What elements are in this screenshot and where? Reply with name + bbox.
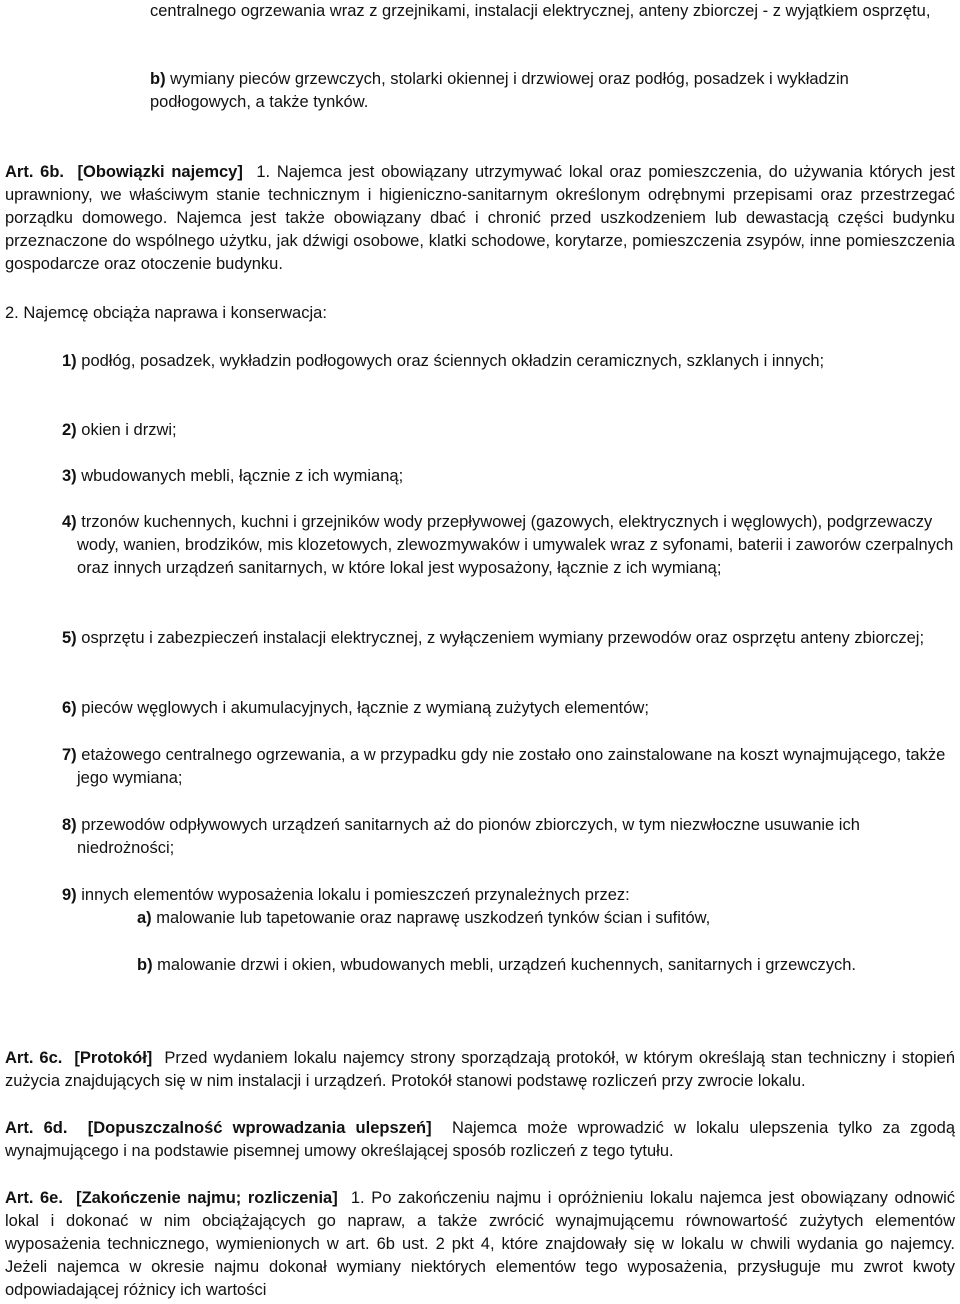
- list-item: [62, 627, 957, 650]
- list-item-text: podłóg, posadzek, wykładzin podłogowych oraz ściennych okładzin ceramicznych, szklanych i innych;: [81, 352, 825, 370]
- list-item-text: osprzętu i zabezpieczeń instalacji elektrycznej, z wyłączeniem wymiany przewodów oraz osprzętu anteny zbiorczej;: [81, 629, 925, 647]
- art-6b-paragraph-1: 1. Najemca jest obowiązany utrzymywać lokal oraz pomieszczenia, do używania których jest uprawniony, we właściwym stanie technicznym i higieniczno-sanitarnym określonym odrębnymi przepisami oraz przestrzegać porządku domowego. Najemca jest także obowiązany dbać i chronić przed uszkodzeniem lub dewastacją części budynku przeznaczone do wspólnego użytku, jak dźwigi osobowe, klatki schodowe, korytarze, pomieszczenia zsypów, inne pomieszczenia gospodarcze oraz otoczenie budynku.: [5, 163, 956, 273]
- art-6b-title: [Obowiązki najemcy]: [77, 163, 243, 181]
- list-item: [62, 697, 942, 720]
- art-6d-text: Najemca może wprowadzić w lokalu ulepszenia tylko za zgodą wynajmującego i na podstawie pisemnej umowy określającej sposób rozliczeń z tego tytułu.: [5, 1119, 955, 1160]
- list-item: [62, 419, 942, 442]
- sub-list-item-text: malowanie drzwi i okien, wbudowanych mebli, urządzeń kuchennych, sanitarnych i grzewczych.: [157, 956, 857, 974]
- list-item-text: pieców węglowych i akumulacyjnych, łącznie z wymianą zużytych elementów;: [81, 699, 649, 717]
- intro-item-b: [150, 68, 940, 114]
- art-6c-section: [5, 1047, 955, 1093]
- list-item: [62, 465, 942, 488]
- list-item: [62, 814, 957, 860]
- list-item-text: etażowego centralnego ogrzewania, a w przypadku gdy nie zostało ono zainstalowane na koszt wynajmującego, także jego wymiana;: [77, 746, 946, 787]
- list-item-label: 7): [62, 746, 77, 764]
- art-6e-title: [Zakończenie najmu; rozliczenia]: [76, 1189, 338, 1207]
- art-6e-section: [5, 1187, 955, 1304]
- art-6b-heading: Art. 6b.: [5, 163, 64, 181]
- list-item: [62, 744, 957, 790]
- art-6b-section: [5, 161, 955, 276]
- intro-item-b-label: b): [150, 70, 166, 88]
- art-6e-text: 1. Po zakończeniu najmu i opróżnieniu lokalu najemca jest obowiązany odnowić lokal i dokonać w nim obciążających go napraw, a także zwrócić wynajmującemu równowartość zużytych elementów wyposażenia technicznego, wymienionych w art. 6b ust. 2 pkt 4, które znajdowały się w lokalu w chwili wydania go najemcy. Jeżeli najemca w okresie najmu dokonał wymiany niektórych elementów tego wyposażenia, przysługuje mu zwrot kwoty odpowiadającej różnicy ich wartości: [5, 1189, 955, 1299]
- list-item-label: 1): [62, 352, 77, 370]
- art-6b-paragraph-2-block: [5, 302, 955, 325]
- list-item: [62, 511, 957, 580]
- list-item: [62, 884, 942, 907]
- art-6c-title: [Protokół]: [74, 1049, 153, 1067]
- sub-list-item-label: a): [137, 909, 152, 927]
- list-item-label: 9): [62, 886, 77, 904]
- sub-list-item-text: malowanie lub tapetowanie oraz naprawę uszkodzeń tynków ścian i sufitów,: [156, 909, 711, 927]
- art-6d-section: [5, 1117, 955, 1163]
- list-item-text: wbudowanych mebli, łącznie z ich wymianą;: [81, 467, 404, 485]
- sub-list-item-label: b): [137, 956, 153, 974]
- intro-item-a-continuation: [150, 0, 940, 23]
- list-item-text: okien i drzwi;: [81, 421, 177, 439]
- sub-list-item: [137, 954, 940, 977]
- list-item-text: przewodów odpływowych urządzeń sanitarnych aż do pionów zbiorczych, w tym niezwłoczne usuwanie ich niedrożności;: [77, 816, 860, 857]
- art-6e-heading: Art. 6e.: [5, 1189, 63, 1207]
- art-6d-title: [Dopuszczalność wprowadzania ulepszeń]: [87, 1119, 432, 1137]
- art-6b-paragraph-2: 2. Najemcę obciąża naprawa i konserwacja:: [5, 304, 327, 322]
- art-6c-text: Przed wydaniem lokalu najemcy strony sporządzają protokół, w którym określają stan techniczny i stopień zużycia znajdujących się w nim instalacji i urządzeń. Protokół stanowi podstawę rozliczeń przy zwrocie lokalu.: [5, 1049, 956, 1090]
- art-6c-heading: Art. 6c.: [5, 1049, 63, 1067]
- list-item-label: 2): [62, 421, 77, 439]
- list-item-label: 3): [62, 467, 77, 485]
- art-6d-heading: Art. 6d.: [5, 1119, 68, 1137]
- sub-list-item: [137, 907, 937, 930]
- intro-item-b-text: wymiany pieców grzewczych, stolarki okiennej i drzwiowej oraz podłóg, posadzek i wykładzin podłogowych, a także tynków.: [150, 70, 849, 111]
- list-item-text: trzonów kuchennych, kuchni i grzejników wody przepływowej (gazowych, elektrycznych i węglowych), podgrzewaczy wody, wanien, brodzików, mis klozetowych, zlewozmywaków i umywalek wraz z syfonami, baterii i zaworów czerpalnych oraz innych urządzeń sanitarnych, w które lokal jest wyposażony, łącznie z ich wymianą;: [77, 513, 954, 577]
- list-item: [62, 350, 957, 373]
- list-item-label: 5): [62, 629, 77, 647]
- intro-item-a-text: centralnego ogrzewania wraz z grzejnikami, instalacji elektrycznej, anteny zbiorczej - z wyjątkiem osprzętu,: [150, 2, 931, 20]
- list-item-text: innych elementów wyposażenia lokalu i pomieszczeń przynależnych przez:: [81, 886, 630, 904]
- list-item-label: 8): [62, 816, 77, 834]
- list-item-label: 4): [62, 513, 77, 531]
- list-item-label: 6): [62, 699, 77, 717]
